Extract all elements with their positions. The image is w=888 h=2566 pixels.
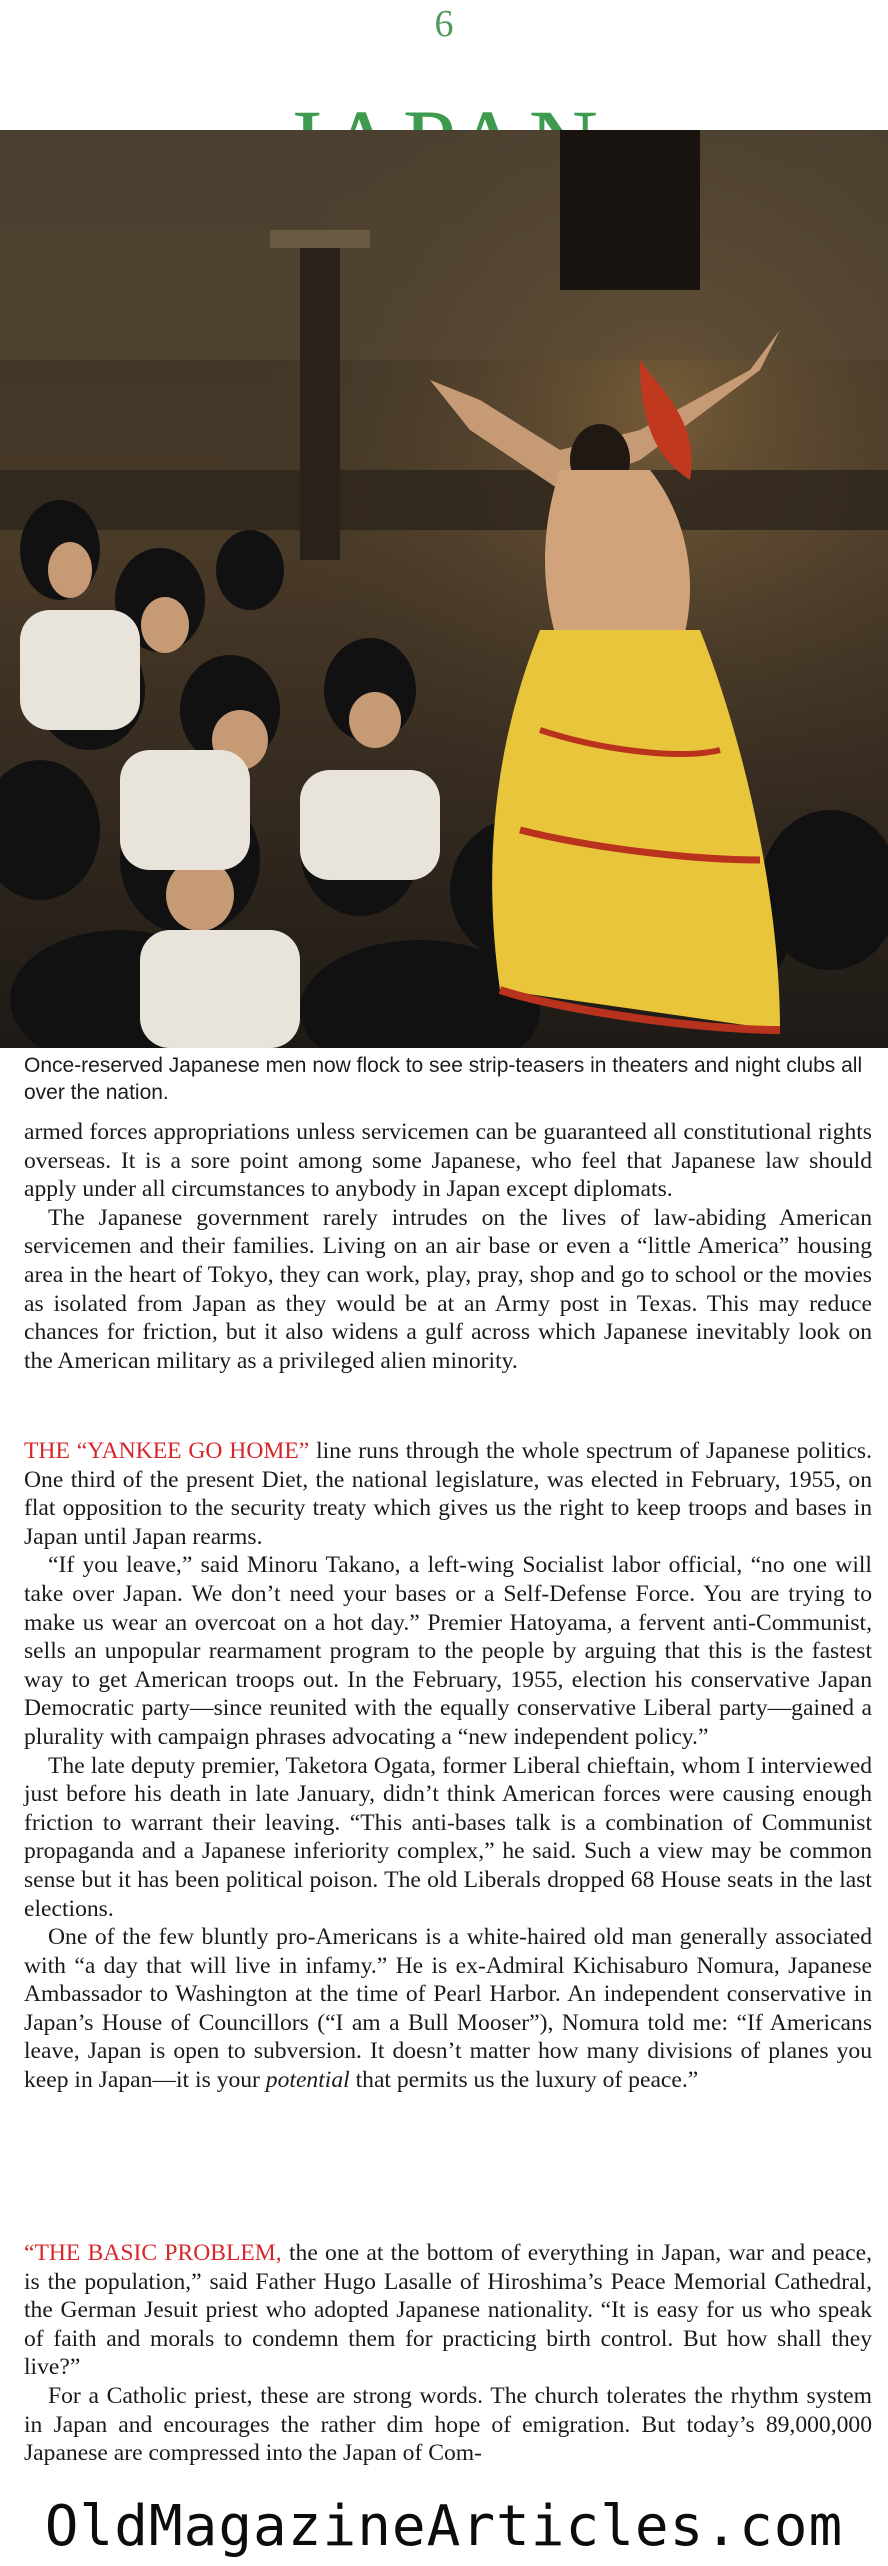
paragraph-text: that permits us the luxury of peace.” <box>349 2067 699 2094</box>
article-block-3 <box>24 2239 872 2468</box>
section-lead: “THE BASIC PROBLEM, <box>24 2240 282 2266</box>
paragraph: The Japanese government rarely intrudes on the lives of law-abiding American servicemen and their families. Living on an air base or even a “little America” housing area in the heart of Tokyo, they can work, play, pray, shop and go to school or the movies as isolated from Japan as they would be at an Army post in Texas. This may reduce chances for friction, but it also widens a gulf across which Japanese inevitably look on the American military as a privileged alien minority. <box>24 1204 872 1374</box>
strip-tease-photo-illustration <box>0 130 888 1048</box>
photo-caption: Once-reserved Japanese men now flock to see strip-teasers in theaters and night clubs all over the nation. <box>24 1054 863 1104</box>
paragraph: armed forces appropriations unless servicemen can be guaranteed all constitutional rights overseas. It is a sore point among some Japanese, who feel that Japanese law should apply under all circumstances to anybody in Japan except diplomats. <box>24 1119 872 1203</box>
article-block-2 <box>24 1437 872 2095</box>
paragraph: “If you leave,” said Minoru Takano, a left-wing Socialist labor official, “no one will take over Japan. We don’t need your bases or a Self-Defense Force. You are trying to make us wear an overcoat on a hot day.” Premier Hatoyama, a fervent anti-Communist, sells an unpopular rearmament program to the people by arguing that this is the fastest way to get American troops out. In the February, 1955, election his conservative Japan Democratic party—since reunited with the equally conservative Liberal party—gained a plurality with campaign phrases advocating a “new independent policy.” <box>24 1552 872 1750</box>
section-lead-rest: the one at the bottom of everything in Japan, war and peace, is the population,” said Father Hugo Lasalle of Hiroshima’s Peace Memorial Cathedral, the German Jesuit priest who adopted Japanese nationality. “It is easy for us who speak of faith and morals to condemn them for practicing birth control. But how shall they live?” <box>24 2240 872 2381</box>
paragraph <box>24 2239 872 2382</box>
section-lead: THE “YANKEE GO HOME” <box>24 1438 310 1464</box>
article-photo <box>0 130 888 1048</box>
paragraph: For a Catholic priest, these are strong words. The church tolerates the rhythm system in Japan and encourages the rather dim hope of emigration. But today’s 89,000,000 Japanese are compressed into the Japan of Com- <box>24 2382 872 2467</box>
emphasis: potential <box>265 2067 350 2094</box>
page-number: 6 <box>434 3 454 45</box>
article-block-1 <box>24 1118 872 1375</box>
paragraph <box>24 1923 872 2095</box>
paragraph: The late deputy premier, Taketora Ogata, former Liberal chieftain, whom I interviewed just before his death in late January, didn’t think American forces were causing enough friction to warrant their leaving. “This anti-bases talk is a combination of Communist propaganda and a Japanese inferiority complex,” he said. Such a view may be common sense but it has been political poison. The old Liberals dropped 68 House seats in the last elections. <box>24 1752 872 1922</box>
paragraph-text: One of the few bluntly pro-Americans is a white-haired old man generally associated with “a day that will live in infamy.” He is ex-Admiral Kichisaburo Nomura, Japanese Ambassador to Washington at the time of Pearl Harbor. An independent conservative in Japan’s House of Councillors (“I am a Bull Mooser”), Nomura told me: “If Americans leave, Japan is open to subversion. It doesn’t matter how many divisions of planes you keep in Japan—it is your <box>24 1924 872 2094</box>
paragraph <box>24 1437 872 1551</box>
site-watermark: OldMagazineArticles.com <box>44 2494 844 2559</box>
section-lead-rest: line runs through the whole spectrum of Japanese politics. One third of the present Diet, the national legislature, was elected in February, 1955, on flat opposition to the security treaty which gives us the right to keep troops and bases in Japan until Japan rearms. <box>24 1438 872 1550</box>
